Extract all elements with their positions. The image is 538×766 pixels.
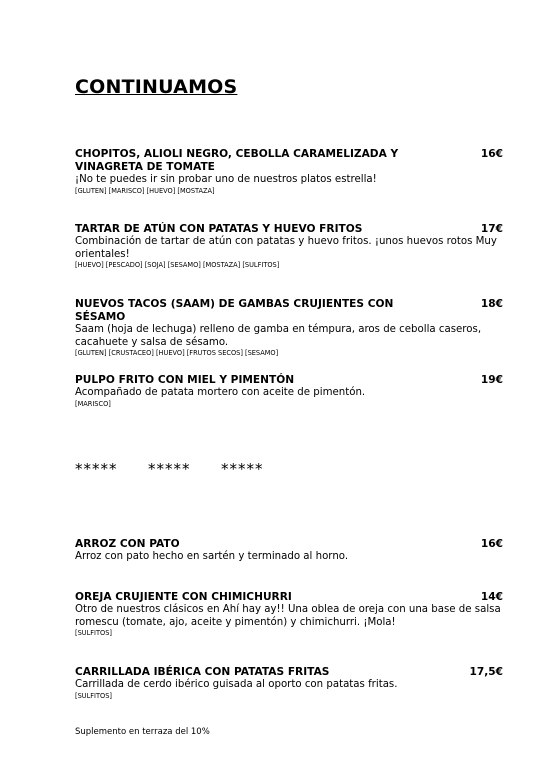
dish-description: Arroz con pato hecho en sartén y terminado al horno.: [75, 551, 349, 562]
dish-description: Saam (hoja de lechuga) relleno de gamba en témpura, aros de cebolla caseros, cacahuete y salsa de sésamo.: [75, 324, 482, 348]
dish-description: Combinación de tartar de atún con patatas y huevo fritos. ¡unos huevos rotos Muy orientales!: [75, 236, 497, 260]
dish-name: NUEVOS TACOS (SAAM) DE GAMBAS CRUJIENTES CON SÉSAMO: [75, 298, 394, 323]
dish-name: CARRILLADA IBÉRICA CON PATATAS FRITAS: [75, 666, 330, 678]
separator-stars: [75, 460, 294, 478]
dish-name: TARTAR DE ATÚN CON PATATAS Y HUEVO FRITOS: [75, 223, 363, 235]
menu-item: [75, 374, 503, 409]
page-title: CONTINUAMOS: [75, 76, 238, 98]
menu-item: [75, 148, 503, 196]
stars-group: *****: [148, 460, 191, 478]
dish-price: 19€: [480, 374, 503, 386]
terrace-surcharge-note: Suplemento en terraza del 10%: [75, 727, 210, 737]
dish-price: 16€: [480, 148, 503, 160]
stars-group: *****: [75, 460, 118, 478]
menu-item: [75, 666, 503, 701]
menu-item: [75, 298, 503, 358]
dish-allergens: [GLUTEN] [CRUSTACEO] [HUEVO] [FRUTOS SECOS] [SESAMO]: [75, 349, 279, 357]
dish-name: ARROZ CON PATO: [75, 538, 180, 550]
dish-price: 14€: [480, 591, 503, 603]
dish-description: Otro de nuestros clásicos en Ahí hay ay!! Una oblea de oreja con una base de salsa romescu (tomate, ajo, aceite y pimentón) y chimichurri. ¡Mola!: [75, 604, 501, 628]
dish-allergens: [GLUTEN] [MARISCO] [HUEVO] [MOSTAZA]: [75, 186, 215, 195]
dish-allergens: [SULFITOS]: [75, 629, 112, 637]
dish-allergens: [HUEVO] [PESCADO] [SOJA] [SESAMO] [MOSTAZA] [SULFITOS]: [75, 261, 280, 269]
menu-item: [75, 538, 503, 564]
dish-name: PULPO FRITO CON MIEL Y PIMENTÓN: [75, 374, 295, 386]
dish-name: CHOPITOS, ALIOLI NEGRO, CEBOLLA CARAMELIZADA Y VINAGRETA DE TOMATE: [75, 148, 399, 173]
dish-description: ¡No te puedes ir sin probar uno de nuestros platos estrella!: [75, 174, 377, 185]
stars-group: *****: [221, 460, 264, 478]
dish-description: Carrillada de cerdo ibérico guisada al oporto con patatas fritas.: [75, 679, 398, 690]
dish-allergens: [MARISCO]: [75, 399, 111, 408]
dish-price: 17,5€: [469, 666, 503, 678]
dish-description: Acompañado de patata mortero con aceite de pimentón.: [75, 387, 366, 398]
dish-price: 16€: [480, 538, 503, 550]
menu-item: [75, 591, 503, 638]
dish-name: OREJA CRUJIENTE CON CHIMICHURRI: [75, 591, 292, 603]
menu-item: [75, 223, 503, 270]
dish-price: 18€: [480, 298, 503, 310]
dish-allergens: [SULFITOS]: [75, 691, 112, 700]
dish-price: 17€: [480, 223, 503, 235]
